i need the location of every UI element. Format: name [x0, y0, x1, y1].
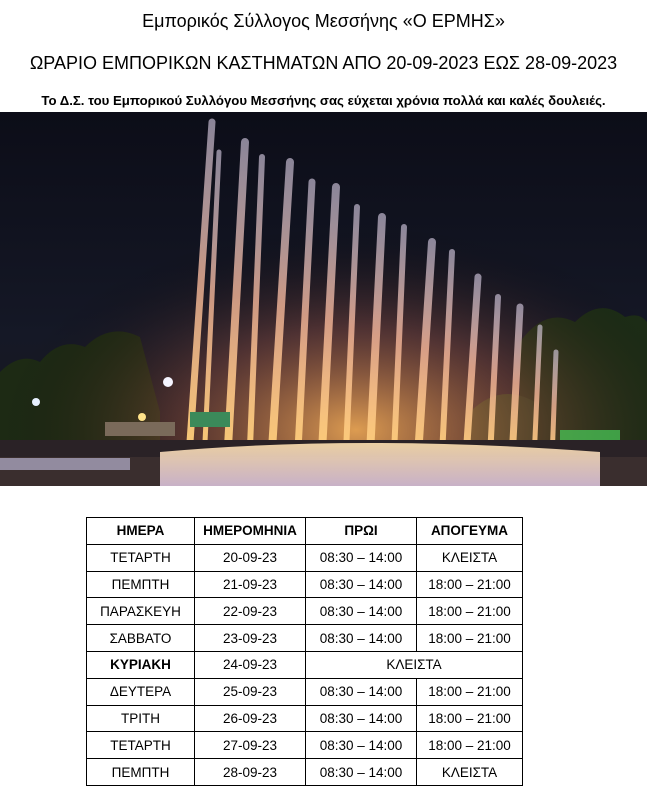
cell-afternoon: 18:00 – 21:00	[417, 678, 523, 705]
table-row	[87, 544, 523, 571]
table-row	[87, 678, 523, 705]
table-row	[87, 705, 523, 732]
fountain-photo	[0, 112, 647, 486]
cell-day: ΤΕΤΑΡΤΗ	[87, 732, 195, 759]
cell-morning: 08:30 – 14:00	[306, 705, 417, 732]
cell-day: ΚΥΡΙΑΚΗ	[87, 651, 195, 678]
header-afternoon: ΑΠΟΓΕΥΜΑ	[417, 518, 523, 545]
cell-day: ΠΕΜΠΤΗ	[87, 571, 195, 598]
cell-morning: 08:30 – 14:00	[306, 732, 417, 759]
cell-afternoon: 18:00 – 21:00	[417, 732, 523, 759]
header-day: ΗΜΕΡΑ	[87, 518, 195, 545]
cell-afternoon: 18:00 – 21:00	[417, 571, 523, 598]
cell-day: ΔΕΥΤΕΡΑ	[87, 678, 195, 705]
cell-date: 26-09-23	[195, 705, 306, 732]
cell-morning: 08:30 – 14:00	[306, 544, 417, 571]
cell-day: ΣΑΒΒΑΤΟ	[87, 625, 195, 652]
header-morning: ΠΡΩΙ	[306, 518, 417, 545]
table-row	[87, 625, 523, 652]
header-date: ΗΜΕΡΟΜΗΝΙΑ	[195, 518, 306, 545]
cell-date: 27-09-23	[195, 732, 306, 759]
table-row	[87, 571, 523, 598]
cell-afternoon: 18:00 – 21:00	[417, 598, 523, 625]
cell-morning: 08:30 – 14:00	[306, 759, 417, 786]
table-row	[87, 651, 523, 678]
cell-morning: 08:30 – 14:00	[306, 598, 417, 625]
table-header-row	[87, 518, 523, 545]
table-row	[87, 732, 523, 759]
greeting-text: Το Δ.Σ. του Εμπορικού Συλλόγου Μεσσήνης σας εύχεται χρόνια πολλά και καλές δουλειές.	[41, 93, 606, 108]
cell-day: ΠΕΜΠΤΗ	[87, 759, 195, 786]
table-row	[87, 759, 523, 786]
cell-day: ΠΑΡΑΣΚΕΥΗ	[87, 598, 195, 625]
cell-afternoon: ΚΛΕΙΣΤΑ	[417, 759, 523, 786]
cell-date: 20-09-23	[195, 544, 306, 571]
cell-morning: 08:30 – 14:00	[306, 678, 417, 705]
cell-date: 25-09-23	[195, 678, 306, 705]
cell-morning: 08:30 – 14:00	[306, 625, 417, 652]
schedule-title: ΩΡΑΡΙΟ ΕΜΠΟΡΙΚΩΝ ΚΑΣΤΗΜΑΤΩΝ ΑΠΟ 20-09-2023 ΕΩΣ 28-09-2023	[29, 53, 618, 73]
cell-day: ΤΕΤΑΡΤΗ	[87, 544, 195, 571]
cell-afternoon: ΚΛΕΙΣΤΑ	[417, 544, 523, 571]
cell-date: 21-09-23	[195, 571, 306, 598]
cell-date: 22-09-23	[195, 598, 306, 625]
cell-day: ΤΡΙΤΗ	[87, 705, 195, 732]
cell-date: 28-09-23	[195, 759, 306, 786]
table-row	[87, 598, 523, 625]
cell-date: 23-09-23	[195, 625, 306, 652]
association-title: Εμπορικός Σύλλογος Μεσσήνης «Ο ΕΡΜΗΣ»	[142, 11, 505, 31]
schedule-table	[86, 517, 523, 786]
cell-date: 24-09-23	[195, 651, 306, 678]
cell-afternoon: 18:00 – 21:00	[417, 625, 523, 652]
cell-morning: 08:30 – 14:00	[306, 571, 417, 598]
cell-afternoon: 18:00 – 21:00	[417, 705, 523, 732]
cell-closed: ΚΛΕΙΣΤΑ	[306, 651, 523, 678]
